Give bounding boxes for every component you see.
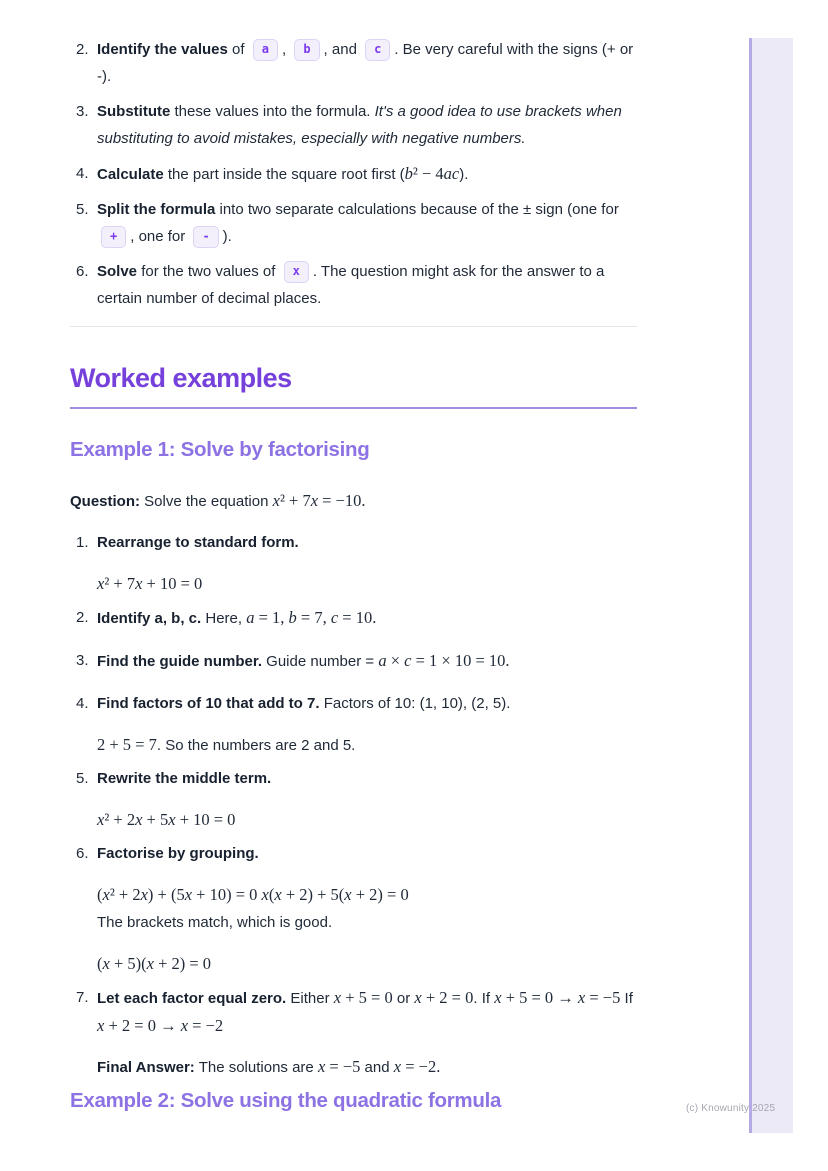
text-segment: + 2 = 0 → — [104, 1016, 181, 1035]
step-text — [97, 258, 637, 312]
step-text — [97, 196, 637, 250]
text-segment: x — [180, 1016, 189, 1035]
list-item — [70, 984, 637, 1076]
example2-heading: Example 2: Solve using the quadratic formula — [70, 1089, 502, 1112]
text-segment: of — [227, 41, 249, 58]
text-segment: ( — [268, 885, 275, 904]
text-segment: = −5 — [325, 1057, 361, 1076]
text-segment: ² + 7 — [279, 491, 311, 510]
math-formula — [97, 570, 637, 598]
text-segment: + 2 = 0 — [421, 988, 474, 1007]
text-segment: x — [333, 988, 342, 1007]
text-segment: = 1, — [254, 608, 289, 627]
text-segment: the part inside the square root first ( — [163, 166, 405, 183]
text-segment: c — [404, 651, 412, 670]
list-number: 5. — [76, 770, 89, 787]
text-segment: Here, — [201, 610, 247, 627]
text-segment: + 5)( — [109, 954, 147, 973]
text-segment: = 1 × 10 = 10. — [411, 651, 510, 670]
text-segment: ac — [443, 164, 460, 183]
text-segment: b — [404, 164, 413, 183]
text-segment: + 2) = 0 — [153, 954, 212, 973]
text-segment: + 5 = 0 → — [501, 988, 578, 1007]
text-segment: + 10 = 0 — [175, 810, 236, 829]
step-text — [97, 529, 637, 556]
text-segment: Substitute — [97, 103, 171, 120]
text-segment: x — [97, 574, 105, 593]
text-segment: Solve the equation — [140, 493, 273, 510]
text-segment: = 7, — [296, 608, 331, 627]
list-item — [70, 529, 637, 593]
list-number: 3. — [76, 103, 89, 120]
text-segment: x — [577, 988, 586, 1007]
text-segment: , — [281, 41, 291, 58]
text-segment: = 10. — [338, 608, 377, 627]
inline-code-chip: - — [193, 226, 218, 248]
text-segment: ² − 4 — [412, 164, 444, 183]
text-segment: Find the guide number. — [97, 653, 262, 670]
copyright-watermark: (c) Knowunity 2025 — [686, 1103, 776, 1114]
step-text — [97, 984, 637, 1040]
page-edge-decoration — [749, 38, 793, 1133]
list-item — [70, 690, 637, 754]
text-segment: The brackets match, which is good. — [97, 914, 333, 931]
text-segment: x — [261, 885, 269, 904]
step-text — [97, 690, 637, 717]
text-segment: Let each factor equal zero. — [97, 990, 287, 1007]
text-segment: = −5 — [585, 988, 621, 1007]
text-segment: , one for — [130, 228, 190, 245]
text-segment: ( — [97, 885, 103, 904]
step-text — [97, 160, 637, 188]
step-text — [97, 647, 637, 675]
text-segment: Factorise by grouping. — [97, 845, 259, 862]
text-segment: × — [386, 651, 405, 670]
final-answer — [97, 1053, 637, 1081]
text-segment: x — [414, 988, 422, 1007]
list-number: 2. — [76, 41, 89, 58]
inline-code-chip: a — [253, 39, 278, 61]
text-segment: x — [135, 574, 143, 593]
text-segment: b — [288, 608, 297, 627]
text-segment: Split the formula — [97, 201, 216, 218]
text-segment: c — [330, 608, 339, 627]
text-segment: Identify a, b, c. — [97, 610, 202, 627]
step-note — [97, 909, 637, 936]
text-segment: Guide number = — [262, 653, 379, 670]
text-segment: ). — [222, 228, 232, 245]
text-segment: x — [274, 885, 282, 904]
list-number: 4. — [76, 165, 89, 182]
section-title: Worked examples — [70, 361, 637, 409]
math-formula — [97, 806, 637, 834]
text-segment: = −10. — [318, 491, 366, 510]
list-item — [70, 604, 637, 632]
math-formula — [97, 950, 637, 978]
inline-code-chip: x — [284, 261, 309, 283]
section-divider — [70, 326, 637, 327]
text-segment: x — [135, 810, 143, 829]
text-segment: ² + 2 — [109, 885, 141, 904]
example1-steps-list — [70, 529, 637, 1076]
text-segment: Calculate — [97, 166, 164, 183]
text-segment: Rearrange to standard form. — [97, 534, 299, 551]
text-segment: ² + 2 — [104, 810, 136, 829]
list-number: 2. — [76, 609, 89, 626]
text-segment: If — [620, 990, 633, 1007]
text-segment: x — [140, 885, 148, 904]
text-segment: ² + 7 — [104, 574, 136, 593]
list-number: 6. — [76, 263, 89, 280]
text-segment: Question: — [70, 493, 140, 510]
text-segment: into two separate calculations because of the ± sign (one for — [215, 201, 619, 218]
step-text — [97, 36, 637, 90]
quadratic-formula-steps-list — [70, 36, 637, 312]
text-segment: x — [184, 885, 193, 904]
text-segment: x — [168, 810, 176, 829]
list-item — [70, 647, 637, 675]
text-segment: a — [246, 608, 255, 627]
text-segment: . The question might ask for the answer to a certain number of decimal places. — [97, 263, 605, 307]
text-segment: or — [392, 990, 415, 1007]
text-segment: = −2. — [401, 1057, 441, 1076]
list-item — [70, 160, 637, 188]
text-segment: , and — [323, 41, 362, 58]
text-segment: . If — [473, 990, 495, 1007]
text-segment: Final Answer: — [97, 1059, 195, 1076]
document-content — [70, 36, 637, 1114]
list-number: 3. — [76, 652, 89, 669]
inline-code-chip: c — [365, 39, 390, 61]
text-segment: and — [360, 1059, 394, 1076]
text-segment: x — [97, 1016, 105, 1035]
inline-code-chip: + — [101, 226, 126, 248]
text-segment: ) + (5 — [147, 885, 185, 904]
text-segment: x — [146, 954, 154, 973]
text-segment: x — [344, 885, 352, 904]
text-segment: Identify the values — [97, 41, 228, 58]
text-segment: x — [310, 491, 319, 510]
text-segment: + 10 = 0 — [142, 574, 203, 593]
text-segment: = −2 — [188, 1016, 224, 1035]
text-segment: x — [102, 954, 110, 973]
text-segment: + 10) = 0 — [192, 885, 262, 904]
list-number: 7. — [76, 989, 89, 1006]
math-formula — [97, 881, 637, 909]
text-segment: + 5 — [142, 810, 169, 829]
example1-heading: Example 1: Solve by factorising — [70, 438, 370, 461]
text-segment: ( — [97, 954, 103, 973]
text-segment: these values into the formula. — [170, 103, 375, 120]
text-segment: x — [272, 491, 280, 510]
text-segment: x — [494, 988, 502, 1007]
inline-code-chip: b — [294, 39, 319, 61]
text-segment: Solve — [97, 263, 138, 280]
text-segment: x — [102, 885, 110, 904]
text-segment: for the two values of — [137, 263, 280, 280]
text-segment: Either — [286, 990, 334, 1007]
text-segment: Find factors of 10 that add to 7. — [97, 695, 320, 712]
list-item — [70, 765, 637, 829]
text-segment: + 2) = 0 — [351, 885, 409, 904]
list-item — [70, 98, 637, 152]
list-number: 1. — [76, 534, 89, 551]
list-number: 4. — [76, 695, 89, 712]
list-number: 6. — [76, 845, 89, 862]
text-segment: The solutions are — [194, 1059, 318, 1076]
text-segment: . So the numbers are 2 and 5. — [156, 737, 356, 754]
step-text — [97, 765, 637, 792]
step-text — [97, 98, 637, 152]
text-segment: x — [97, 810, 105, 829]
text-segment: 2 + 5 = 7 — [97, 735, 157, 754]
text-segment: ). — [459, 166, 469, 183]
text-segment: Factors of 10: (1, 10), (2, 5). — [319, 695, 511, 712]
list-item — [70, 840, 637, 973]
list-item — [70, 258, 637, 312]
step-text — [97, 604, 637, 632]
text-segment: . Be very careful with the signs (+ or -). — [97, 41, 634, 85]
text-segment: + 5 = 0 — [341, 988, 393, 1007]
text-segment: a — [378, 651, 387, 670]
text-segment: x — [317, 1057, 326, 1076]
list-item — [70, 36, 637, 90]
list-number: 5. — [76, 201, 89, 218]
text-segment: It's a good idea to use brackets when substituting to avoid mistakes, especially with negative numbers. — [97, 103, 622, 147]
text-segment: + 2) + 5( — [281, 885, 345, 904]
step-note — [97, 731, 637, 759]
text-segment: Rewrite the middle term. — [97, 770, 272, 787]
list-item — [70, 196, 637, 250]
text-segment: x — [393, 1057, 402, 1076]
step-text — [97, 840, 637, 867]
example1-question — [70, 487, 637, 515]
